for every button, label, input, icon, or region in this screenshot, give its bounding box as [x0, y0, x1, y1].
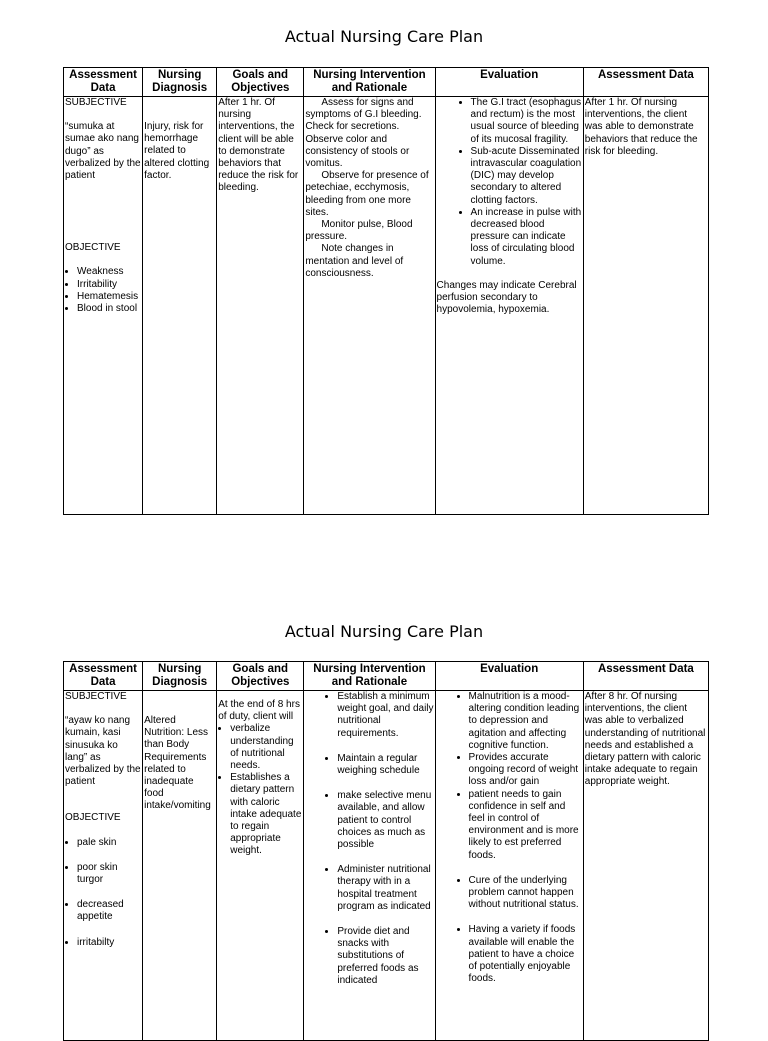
care-plan-table-1: [63, 67, 709, 515]
list-item: • poor skin turgor: [77, 862, 141, 886]
subjective-label: SUBJECTIVE: [65, 97, 127, 108]
header-evaluation: Evaluation: [435, 662, 583, 691]
list-item: • pale skin: [77, 837, 141, 849]
header-assessment-result: Assessment Data: [583, 662, 708, 691]
objective-label: OBJECTIVE: [65, 812, 121, 824]
subjective-text: “ayaw ko nang kumain, kasi sinusuka ko lang” as verbalized by the patient: [65, 715, 141, 788]
list-item: • irritabilty: [77, 937, 141, 949]
diagnosis-text: Altered Nutrition: Less than Body Requirements related to inadequate food intake/vomiting: [144, 715, 211, 812]
care-plan-title-2: Actual Nursing Care Plan: [284, 622, 484, 641]
intervention-item: • Maintain a regular weighing schedule: [337, 753, 433, 777]
list-item: • The G.I tract (esophagus and rectum) is the most usual source of bleeding of its mucosal fragility.: [471, 97, 582, 146]
evaluation-cell: [435, 691, 583, 1041]
list-item: • decreased appetite: [77, 899, 141, 923]
list-item: • Blood in stool: [77, 303, 141, 315]
evaluation-list: [437, 691, 582, 985]
table-row: [64, 691, 709, 1041]
goals-text: After 1 hr. Of nursing interventions, the client will be able to demonstrate behaviors that reduce the risk for bleeding.: [218, 97, 299, 194]
intervention-item: Assess for signs and symptoms of G.I bleeding.: [305, 97, 422, 121]
header-goals-objectives: Goals and Objectives: [217, 662, 304, 691]
intervention-item: • make selective menu available, and allow patient to control choices as much as possible: [337, 790, 433, 851]
list-item: • Establishes a dietary pattern with caloric intake adequate to regain appropriate weight.: [230, 772, 302, 857]
list-item: • Malnutrition is a mood-altering condition leading to depression and agitation and affecting cognitive function.: [469, 691, 582, 752]
header-nursing-intervention: Nursing Intervention and Rationale: [304, 68, 435, 97]
subjective-label: SUBJECTIVE: [65, 691, 127, 702]
list-item: • Hematemesis: [77, 291, 141, 303]
interventions-list: [305, 691, 433, 987]
diagnosis-cell: [143, 97, 217, 515]
care-plan-title-1: Actual Nursing Care Plan: [284, 27, 484, 46]
header-nursing-diagnosis: Nursing Diagnosis: [143, 68, 217, 97]
interventions-cell: [304, 691, 435, 1041]
header-nursing-intervention: Nursing Intervention and Rationale: [304, 662, 435, 691]
goals-list: [218, 723, 302, 857]
list-item: • verbalize understanding of nutritional needs.: [230, 723, 302, 772]
intervention-item: • Administer nutritional therapy with in a hospital treatment program as indicated: [337, 864, 433, 913]
care-plan-table-2: [63, 661, 709, 1041]
evaluation-cell: [435, 97, 583, 515]
header-assessment-data: Assessment Data: [64, 662, 143, 691]
intervention-item: • Establish a minimum weight goal, and daily nutritional requirements.: [337, 691, 433, 740]
intervention-item: Monitor pulse, Blood pressure.: [305, 219, 413, 243]
intervention-item: • Provide diet and snacks with substitutions of preferred foods as indicated: [337, 926, 433, 987]
subjective-text: “sumuka at sumae ako nang dugo” as verbalized by the patient: [65, 121, 141, 182]
list-item: • Irritability: [77, 279, 141, 291]
evaluation-list: [437, 97, 582, 268]
diagnosis-text: Injury, risk for hemorrhage related to altered clotting factor.: [144, 121, 210, 181]
intervention-item: Observe color and consistency of stools or vomitus.: [305, 133, 410, 170]
objective-label: OBJECTIVE: [65, 242, 121, 254]
list-item: • Cure of the underlying problem cannot happen without nutritional status.: [469, 875, 582, 912]
evaluation-note: Changes may indicate Cerebral perfusion secondary to hypovolemia, hypoxemia.: [436, 279, 577, 316]
intervention-item: Check for secretions.: [305, 121, 400, 133]
list-item: • patient needs to gain confidence in self and feel in control of environment and is more likely to est preferred foods.: [469, 789, 582, 862]
intervention-item: Note changes in mentation and level of consciousness.: [305, 243, 404, 279]
list-item: • Weakness: [77, 266, 141, 278]
goals-intro: At the end of 8 hrs of duty, client will: [218, 699, 300, 723]
assessment-result-cell: [583, 97, 708, 515]
header-evaluation: Evaluation: [435, 68, 583, 97]
list-item: • Sub-acute Disseminated intravascular coagulation (DIC) may develop secondary to altered clotting factors.: [471, 146, 582, 207]
header-assessment-data: Assessment Data: [64, 68, 143, 97]
assessment-result-cell: [583, 691, 708, 1041]
intervention-item: Observe for presence of petechiae, ecchymosis, bleeding from one more sites.: [305, 170, 429, 218]
objective-list: [65, 837, 141, 949]
assessment-result-text: After 1 hr. Of nursing interventions, the client was able to demonstrate behaviors that reduce the risk for bleeding.: [584, 97, 698, 157]
list-item: • Provides accurate ongoing record of weight loss and/or gain: [469, 752, 582, 789]
goals-cell: [217, 691, 304, 1041]
assessment-cell: [64, 691, 143, 1041]
goals-cell: [217, 97, 304, 515]
list-item: • An increase in pulse with decreased blood pressure can indicate loss of circulating blood volume.: [471, 207, 582, 268]
objective-list: [65, 266, 141, 315]
header-goals-objectives: Goals and Objectives: [217, 68, 304, 97]
list-item: • Having a variety if foods available will enable the patient to have a choice of potentially enjoyable foods.: [469, 924, 582, 985]
header-assessment-result: Assessment Data: [583, 68, 708, 97]
assessment-result-text: After 8 hr. Of nursing interventions, the client was able to verbalized understanding of nutritional needs and established a dietary pattern with caloric intake adequate to regain appropriate weight.: [584, 691, 706, 788]
header-nursing-diagnosis: Nursing Diagnosis: [143, 662, 217, 691]
table-header-row: [64, 68, 709, 97]
diagnosis-cell: [143, 691, 217, 1041]
table-row: [64, 97, 709, 515]
interventions-cell: [304, 97, 435, 515]
table-header-row: [64, 662, 709, 691]
assessment-cell: [64, 97, 143, 515]
